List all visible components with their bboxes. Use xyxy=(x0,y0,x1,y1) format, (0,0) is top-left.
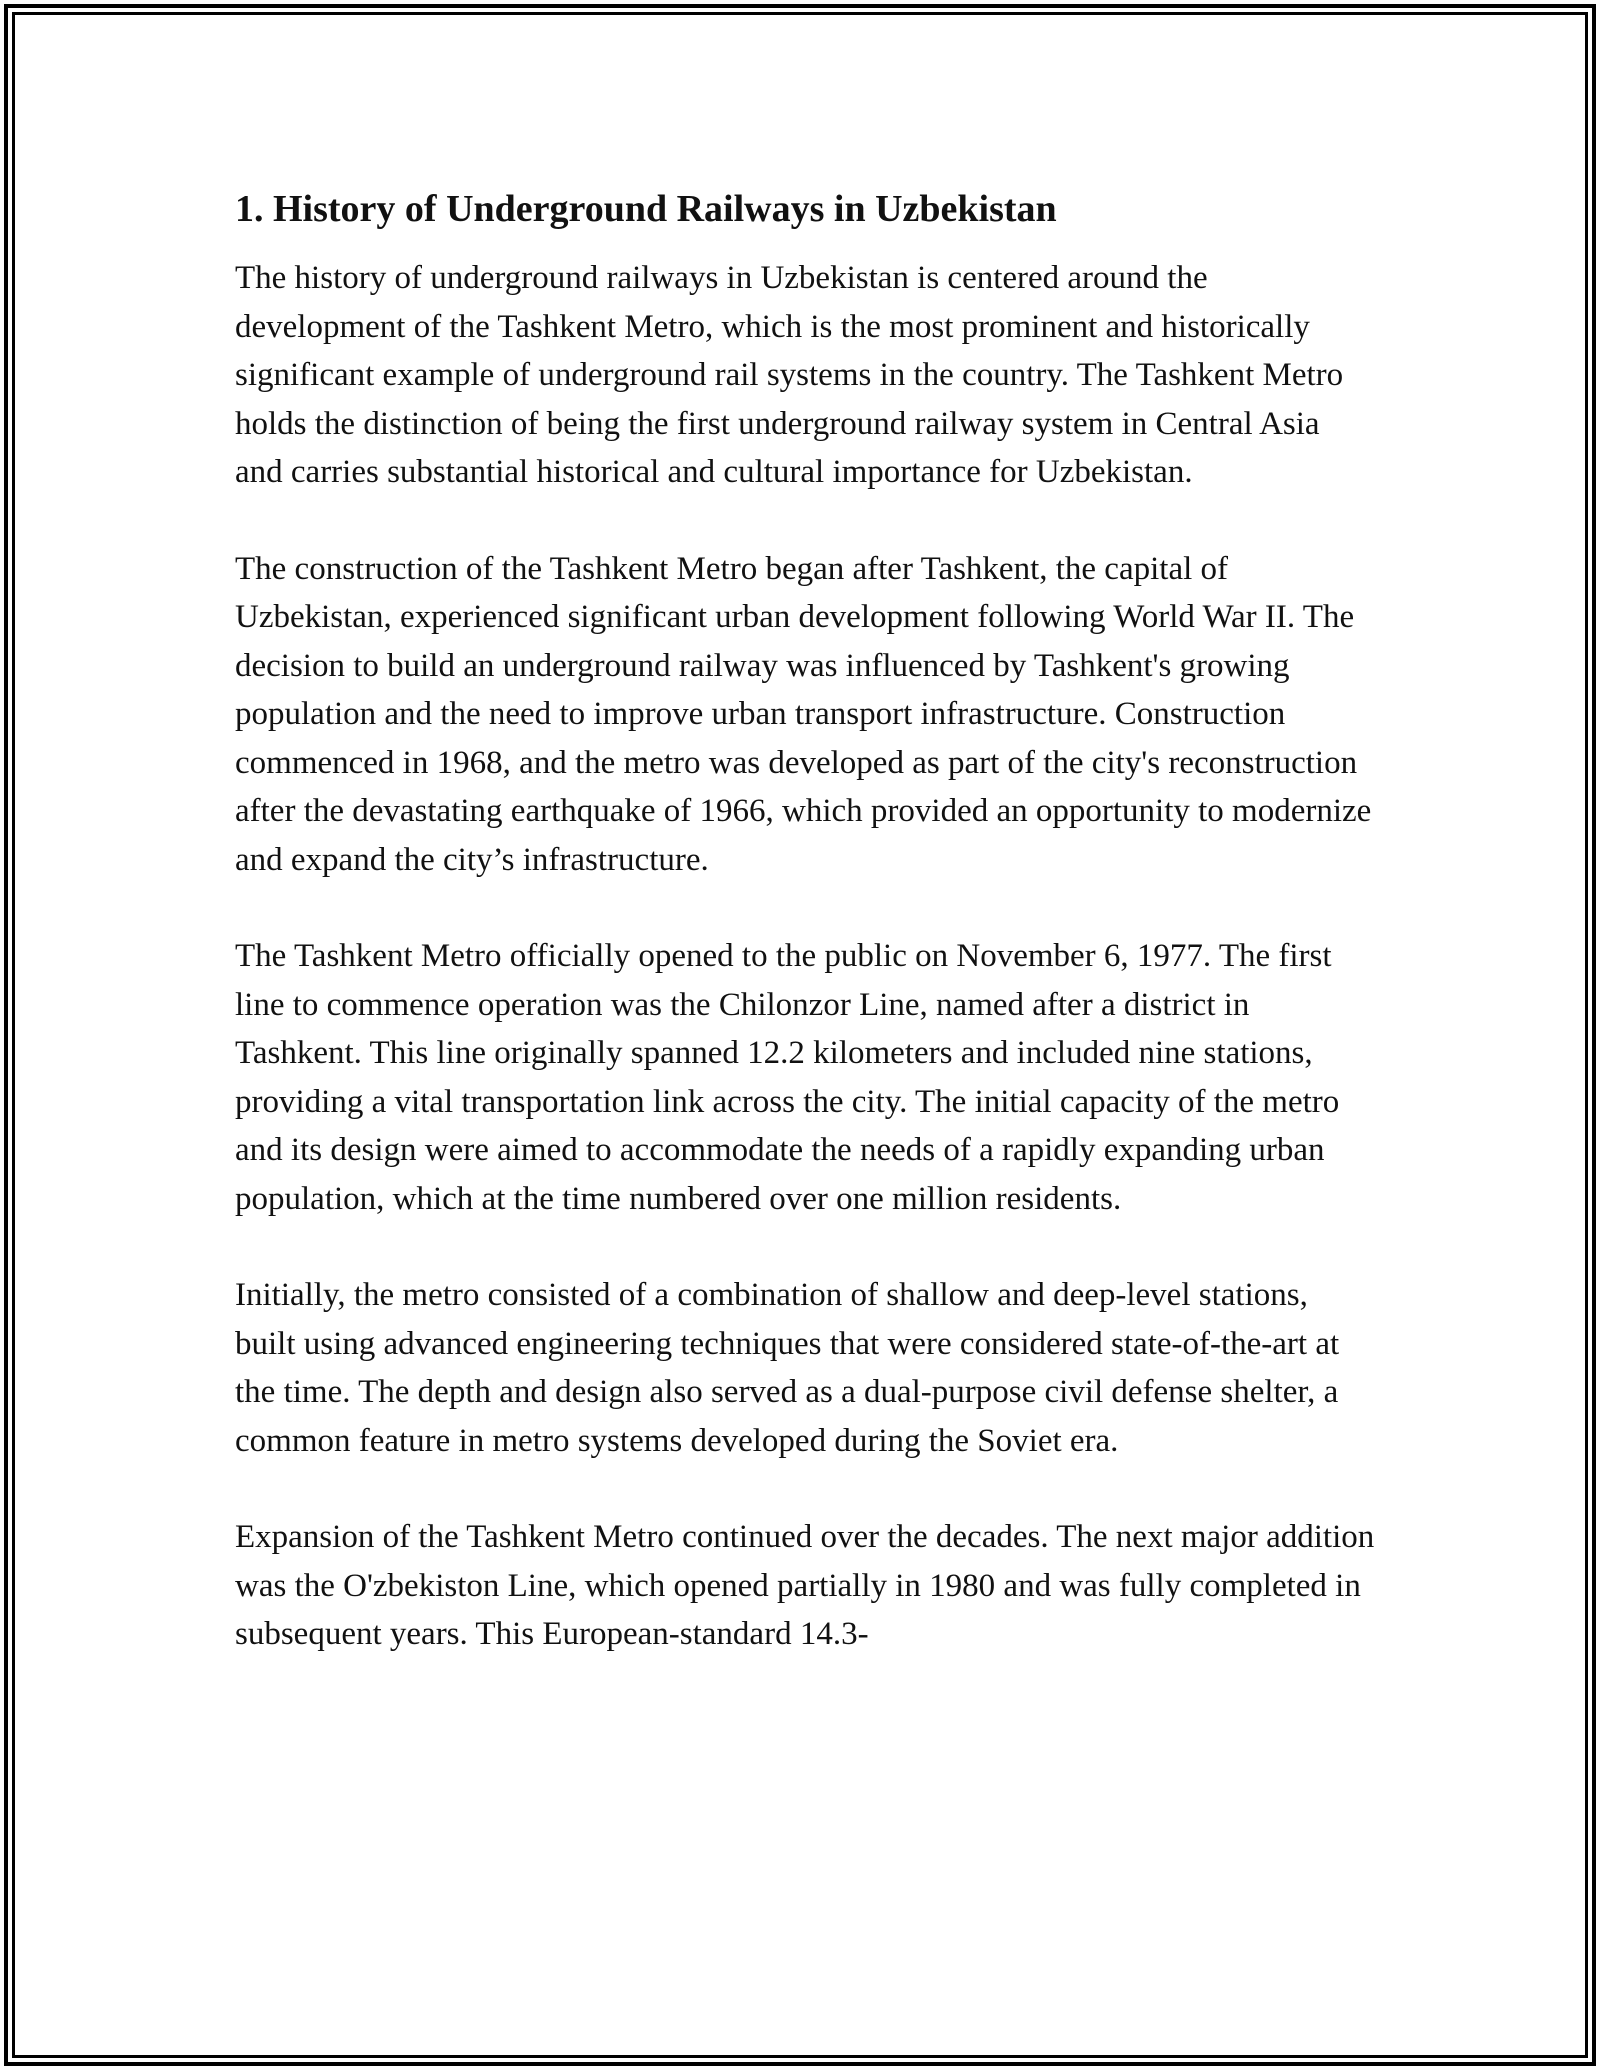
paragraph-construction: The construction of the Tashkent Metro began after Tashkent, the capital of Uzbekistan, experienced significant urban development following World War II. The decision to build an underground railway was influenced by Tashkent's growing population and the need to improve urban transport infrastructure. Construction commenced in 1968, and the metro was developed as part of the city's reconstruction after the devastating earthquake of 1966, which provided an opportunity to modernize and expand the city’s infrastructure. xyxy=(235,550,1372,878)
section-heading: 1. History of Underground Railways in Uzbekistan xyxy=(235,188,1057,230)
paragraph-intro: The history of underground railways in Uzbekistan is centered around the development of the Tashkent Metro, which is the most prominent and historically significant example of underground rail systems in the country. The Tashkent Metro holds the distinction of being the first underground railway system in Central Asia and carries substantial historical and cultural importance for Uzbekistan. xyxy=(235,260,1344,491)
paragraph-opening: The Tashkent Metro officially opened to the public on November 6, 1977. The first line to commence operation was the Chilonzor Line, named after a district in Tashkent. This line originally spanned 12.2 kilometers and included nine stations, providing a vital transportation link across the city. The initial capacity of the metro and its design were aimed to accommodate the needs of a rapidly expanding urban population, which at the time numbered over one million residents. xyxy=(235,938,1340,1217)
document-body xyxy=(235,185,1375,1707)
paragraph-expansion: Expansion of the Tashkent Metro continued over the decades. The next major addition was the O'zbekiston Line, which opened partially in 1980 and was fully completed in subsequent years. This European-standard 14.3- xyxy=(235,1519,1375,1653)
paragraph-stations: Initially, the metro consisted of a combination of shallow and deep-level stations, built using advanced engineering techniques that were considered state-of-the-art at the time. The depth and design also served as a dual-purpose civil defense shelter, a common feature in metro systems developed during the Soviet era. xyxy=(235,1277,1340,1459)
